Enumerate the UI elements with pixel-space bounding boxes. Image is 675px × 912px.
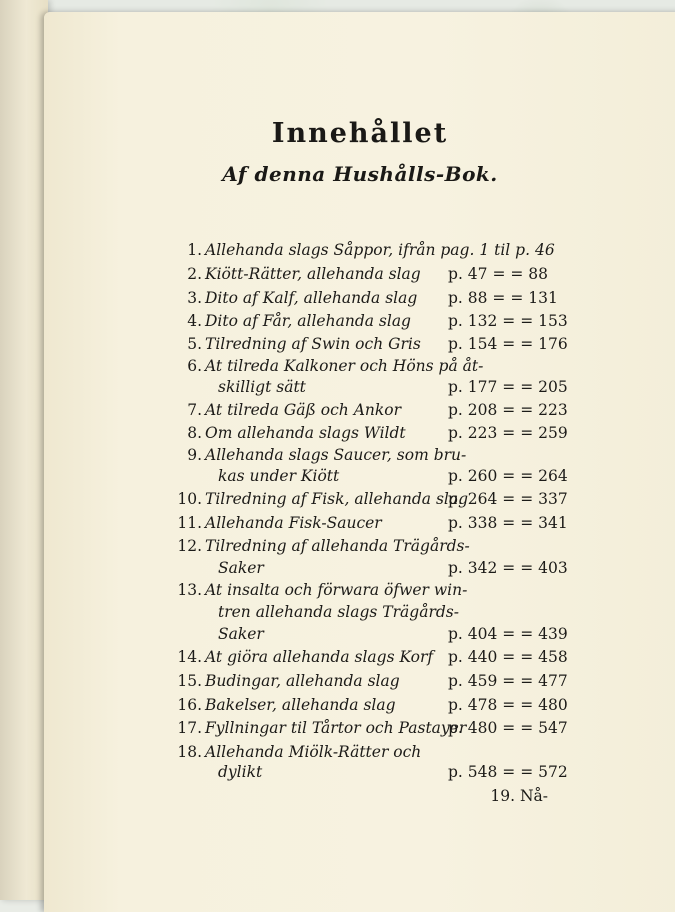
- entry-pages: p. 132 = = 153: [448, 312, 568, 330]
- toc-entry-5: [0, 332, 675, 356]
- entry-pages: p. 154 = = 176: [448, 335, 568, 353]
- entry-number: 17.: [177, 719, 202, 737]
- catchword: 19. Nå-: [490, 787, 548, 805]
- entry-number: 2.: [187, 265, 202, 283]
- entry-pages: p. 264 = = 337: [448, 490, 568, 508]
- entry-title-continued: dylikt: [218, 763, 263, 781]
- entry-pages: p. 548 = = 572: [448, 763, 568, 781]
- entry-pages: p. 208 = = 223: [448, 401, 568, 419]
- entry-pages: p. 338 = = 341: [448, 514, 568, 532]
- entry-number: 5.: [187, 335, 202, 353]
- entry-number: 12.: [177, 537, 202, 555]
- toc-entry-6-continued: [0, 375, 675, 399]
- entry-title-continued: Saker: [218, 625, 264, 643]
- entry-title: Allehanda slags Saucer, som bru-: [205, 446, 467, 464]
- entry-title: Kiött-Rätter, allehanda slag: [205, 265, 421, 283]
- toc-entry-3: [0, 286, 675, 310]
- entry-number: 4.: [187, 312, 202, 330]
- entry-title: Om allehanda slags Wildt: [205, 424, 406, 442]
- entry-pages: p. 440 = = 458: [448, 648, 568, 666]
- entry-title-continued: kas under Kiött: [218, 467, 340, 485]
- entry-title-continued: skilligt sätt: [218, 378, 306, 396]
- entry-number: 10.: [177, 490, 202, 508]
- entry-title: Allehanda Fisk-Saucer: [205, 514, 382, 532]
- entry-pages: p. 177 = = 205: [448, 378, 568, 396]
- entry-number: 9.: [187, 446, 202, 464]
- entry-pages: p. 480 = = 547: [448, 719, 568, 737]
- entry-title: Tilredning af Fisk, allehanda slag: [205, 490, 469, 508]
- entry-title: Allehanda Miölk-Rätter och: [205, 743, 422, 761]
- catchword-line: [0, 784, 675, 808]
- toc-entry-2: [0, 262, 675, 286]
- entry-title: At tilreda Gäß och Ankor: [205, 401, 402, 419]
- entry-title: Tilredning af allehanda Trägårds-: [205, 537, 470, 555]
- entry-title: Bakelser, allehanda slag: [205, 696, 396, 714]
- entry-title: Tilredning af Swin och Gris: [205, 335, 421, 353]
- entry-pages: p. 404 = = 439: [448, 625, 568, 643]
- toc-entry-15: [0, 669, 675, 693]
- toc-entry-7: [0, 398, 675, 422]
- entry-title: Dito af Får, allehanda slag: [205, 312, 411, 330]
- toc-entry-13: [0, 578, 675, 602]
- entry-title-continued: Saker: [218, 559, 264, 577]
- entry-number: 1.: [187, 241, 202, 259]
- page-title: Innehållet: [271, 118, 449, 149]
- toc-entry-18-continued: [0, 760, 675, 784]
- entry-number: 15.: [177, 672, 202, 690]
- entry-number: 11.: [177, 514, 202, 532]
- entry-pages: p. 342 = = 403: [448, 559, 568, 577]
- toc-entry-14: [0, 645, 675, 669]
- toc-entry-4: [0, 309, 675, 333]
- entry-title: At tilreda Kalkoner och Höns på åt-: [205, 357, 484, 375]
- toc-entry-8: [0, 421, 675, 445]
- toc-entry-12-continued: [0, 556, 675, 580]
- entry-pages: p. 88 = = 131: [448, 289, 558, 307]
- entry-title: Fyllningar til Tårtor och Pastayer: [205, 719, 467, 737]
- toc-entry-1: [0, 238, 675, 262]
- entry-number: 13.: [177, 581, 202, 599]
- entry-number: 18.: [177, 743, 202, 761]
- entry-pages: p. 47 = = 88: [448, 265, 548, 283]
- toc-entry-13-continued: [0, 622, 675, 646]
- entry-number: 16.: [177, 696, 202, 714]
- entry-number: 8.: [187, 424, 202, 442]
- entry-number: 14.: [177, 648, 202, 666]
- entry-number: 3.: [187, 289, 202, 307]
- entry-title: Dito af Kalf, allehanda slag: [205, 289, 418, 307]
- entry-title: Budingar, allehanda slag: [205, 672, 400, 690]
- toc-entry-11: [0, 511, 675, 535]
- toc-entry-13-continued: [0, 600, 675, 624]
- page-subtitle: Af denna Hushålls-Bok.: [222, 162, 498, 186]
- entry-number: 7.: [187, 401, 202, 419]
- entry-pages: p. 223 = = 259: [448, 424, 568, 442]
- toc-entry-9-continued: [0, 464, 675, 488]
- toc-entry-16: [0, 693, 675, 717]
- toc-entry-17: [0, 716, 675, 740]
- entry-pages: p. 459 = = 477: [448, 672, 568, 690]
- entry-title-continued: tren allehanda slags Trägårds-: [218, 603, 459, 621]
- entry-title: At insalta och förwara öfwer win-: [205, 581, 468, 599]
- entry-number: 6.: [187, 357, 202, 375]
- toc-entry-12: [0, 534, 675, 558]
- toc-entry-10: [0, 487, 675, 511]
- entry-title: Allehanda slags Såppor, ifrån pag. 1 til p. 46: [205, 241, 555, 259]
- entry-title: At giöra allehanda slags Korf: [205, 648, 434, 666]
- entry-pages: p. 260 = = 264: [448, 467, 568, 485]
- entry-pages: p. 478 = = 480: [448, 696, 568, 714]
